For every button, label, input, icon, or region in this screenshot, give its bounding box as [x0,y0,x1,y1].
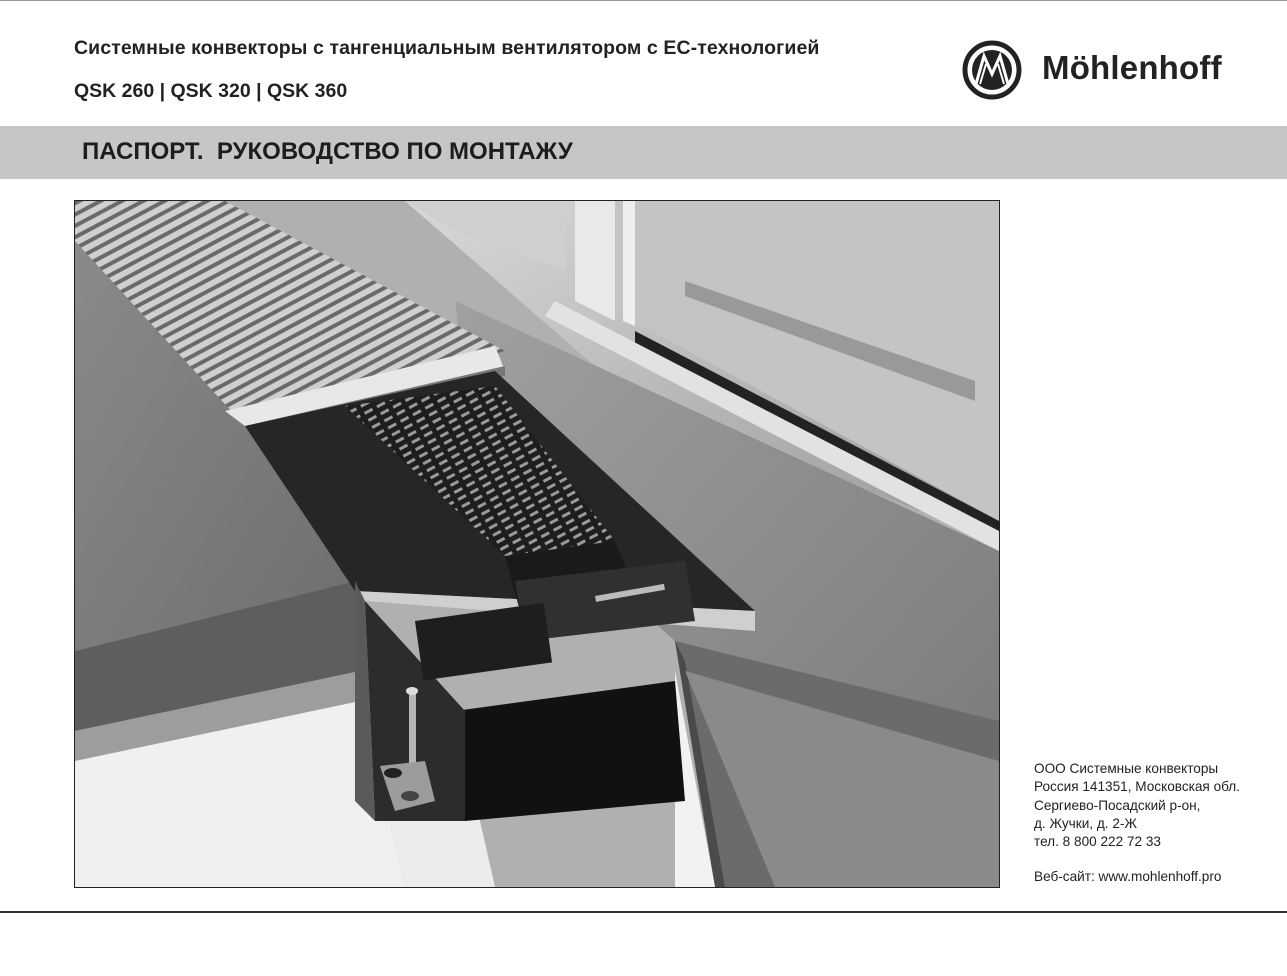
top-rule [0,0,1287,1]
phone-number: тел. 8 800 222 72 33 [1034,834,1161,850]
company-name: ООО Системные конвекторы [1034,761,1219,776]
section-band [0,126,1287,179]
bottom-rule [0,911,1287,913]
contact-block [1034,760,1240,851]
model-list: QSK 260 | QSK 320 | QSK 360 [74,80,348,102]
brand-logo [962,40,1262,100]
address-line: д. Жучки, д. 2-Ж [1034,815,1137,831]
mohlenhoff-m-icon [962,40,1022,100]
website-link[interactable]: Веб-сайт: www.mohlenhoff.pro [1034,869,1222,884]
section-heading: ПАСПОРТ. РУКОВОДСТВО ПО МОНТАЖУ [82,138,573,165]
product-photo [74,200,1000,888]
brand-name: Möhlenhoff [1042,49,1222,86]
address-line: Россия 141351, Московская обл. [1034,779,1241,795]
address-line: Сергиево-Посадский р-он, [1034,797,1201,813]
document-title: Системные конвекторы с тангенциальным вентилятором с EC-технологией [74,37,820,59]
